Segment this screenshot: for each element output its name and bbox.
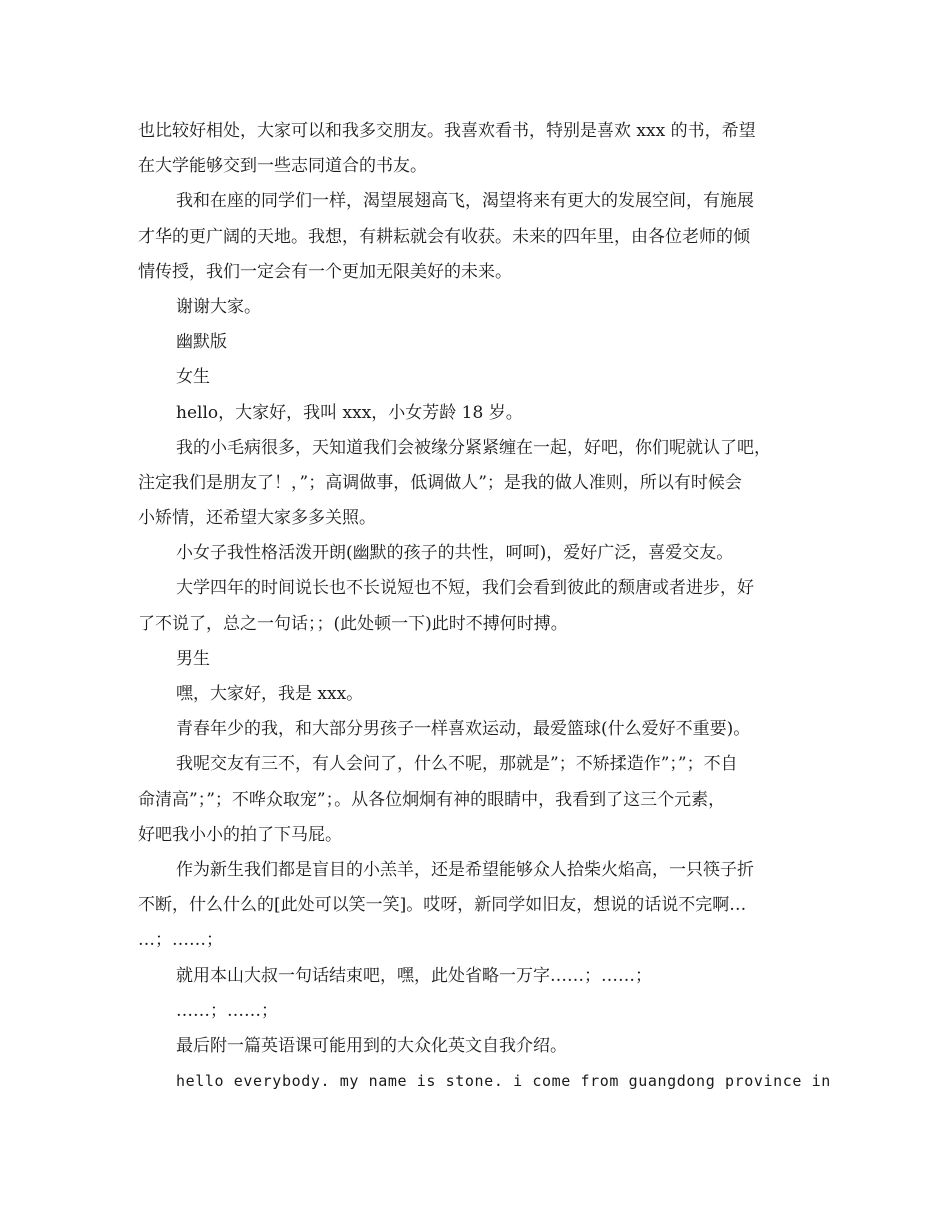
paragraph-line: 小女子我性格活泼开朗(幽默的孩子的共性，呵呵)，爱好广泛，喜爱交友。 [176,543,734,564]
paragraph-line: 在大学能够交到一些志同道合的书友。 [138,156,427,177]
paragraph-line: 才华的更广阔的天地。我想，有耕耘就会有收获。未来的四年里，由各位老师的倾 [138,226,750,247]
paragraph-line: 作为新生我们都是盲目的小羔羊，还是希望能够众人拾柴火焰高，一只筷子折 [176,859,754,880]
paragraph-line: 了不说了，总之一句话；；(此处顿一下)此时不搏何时搏。 [138,613,568,634]
paragraph-line: 嘿，大家好，我是 xxx。 [176,684,364,704]
paragraph-line: ……；……； [176,1000,278,1021]
paragraph-line: 我和在座的同学们一样，渴望展翅高飞，渴望将来有更大的发展空间，有施展 [176,191,754,212]
paragraph-line: 我呢交友有三不，有人会问了，什么不呢，那就是”；不矫揉造作”；”；不自 [176,754,738,775]
paragraph-line: hello everybody. my name is stone. i come from guangdong province in [176,1072,831,1091]
subsection-heading: 女生 [176,367,210,388]
paragraph-line: 大学四年的时间说长也不长说短也不短，我们会看到彼此的颓唐或者进步，好 [176,578,754,599]
paragraph-line: hello，大家好，我叫 xxx，小女芳龄 18 岁。 [176,402,523,423]
paragraph-line: 命清高”；”；不哗众取宠”；。从各位炯炯有神的眼睛中，我看到了这三个元素， [138,789,726,810]
paragraph-line: 谢谢大家。 [176,296,261,317]
paragraph-line: 就用本山大叔一句话结束吧，嘿，此处省略一万字……；……； [176,965,652,986]
paragraph-line: 情传授，我们一定会有一个更加无限美好的未来。 [138,261,512,282]
subsection-heading: 男生 [176,648,210,669]
paragraph-line: …；……； [138,930,223,951]
paragraph-line: 不断，什么什么的[此处可以笑一笑]。哎呀，新同学如旧友，想说的话说不完啊… [138,895,747,916]
section-heading: 幽默版 [176,332,227,353]
paragraph-line: 注定我们是朋友了！，”；高调做事，低调做人”；是我的做人准则，所以有时候会 [138,472,742,493]
paragraph-line: 小矫情，还希望大家多多关照。 [138,508,376,529]
paragraph-line: 也比较好相处，大家可以和我多交朋友。我喜欢看书，特别是喜欢 xxx 的书，希望 [138,121,756,141]
paragraph-line: 青春年少的我，和大部分男孩子一样喜欢运动，最爱篮球(什么爱好不重要)。 [176,719,751,740]
paragraph-line: 好吧我小小的拍了下马屁。 [138,824,342,845]
paragraph-line: 最后附一篇英语课可能用到的大众化英文自我介绍。 [176,1035,567,1056]
document-body [138,114,831,1099]
paragraph-line: 我的小毛病很多，天知道我们会被缘分紧紧缠在一起，好吧，你们呢就认了吧， [176,437,771,458]
